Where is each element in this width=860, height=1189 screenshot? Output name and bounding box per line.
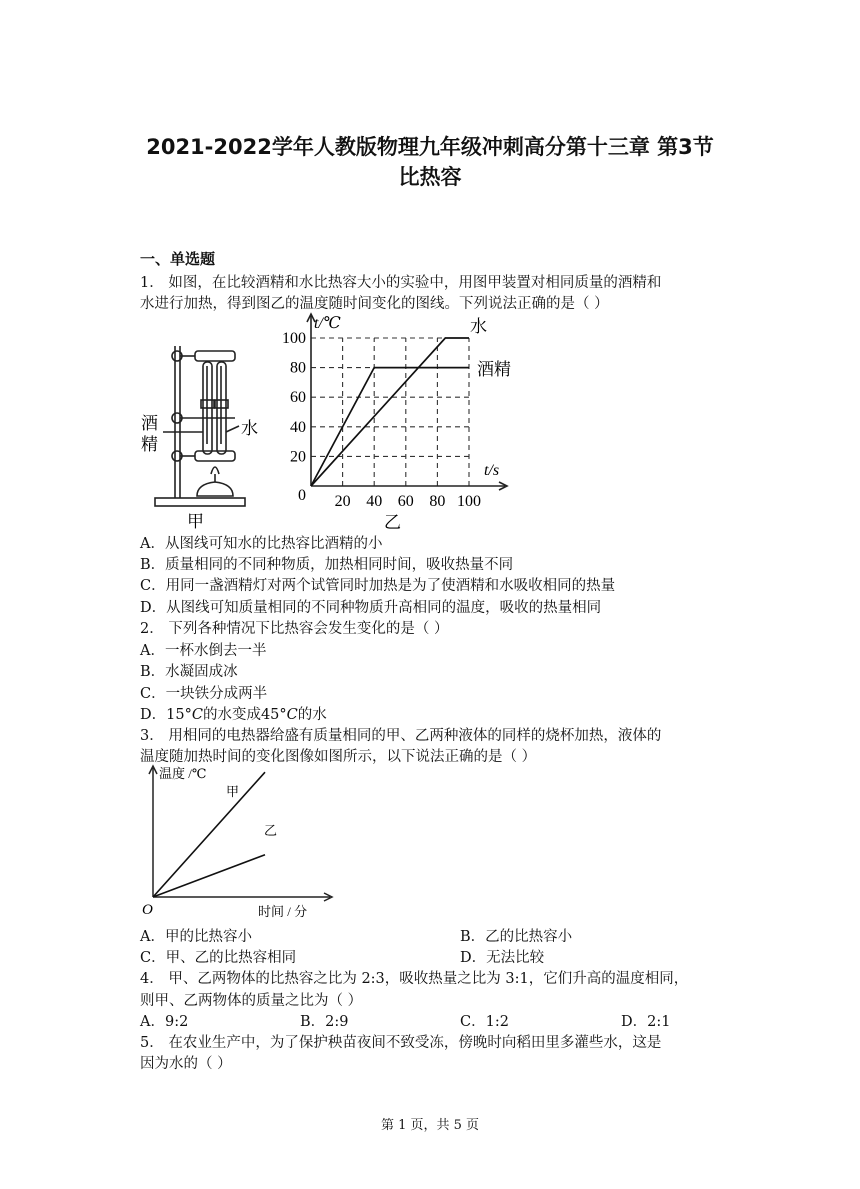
chart2-x-label: 时间 / 分 xyxy=(258,904,308,919)
chart2-y-label: 温度 /℃ xyxy=(159,766,207,781)
q2-option-d-prefix: D． xyxy=(140,707,167,723)
chart2-series-jia-label: 甲 xyxy=(226,784,240,799)
apparatus-label-alcohol-1: 酒 xyxy=(141,414,158,433)
chart1-series-water-line xyxy=(311,338,469,486)
apparatus-label-alcohol-2: 精 xyxy=(141,435,158,454)
chart1-y-tick-label: 60 xyxy=(290,389,306,407)
q4-option-a: A．9:2 xyxy=(140,1014,189,1030)
chart2-origin-label: O xyxy=(142,902,153,918)
q2-option-c: C．一块铁分成两半 xyxy=(140,686,268,702)
q3-stem-line-1: 3． 用相同的电热器给盛有质量相同的甲、乙两种液体的同样的烧杯加热，液体的 xyxy=(140,728,662,744)
chart2-series-jia-line xyxy=(153,772,265,897)
q1-option-b: B．质量相同的不同种物质，加热相同时间，吸收热量不同 xyxy=(140,557,514,573)
q3-option-b: B．乙的比热容小 xyxy=(460,929,573,945)
q1-option-d: D．从图线可知质量相同的不同种物质升高相同的温度，吸收的热量相同 xyxy=(140,600,602,616)
q2-option-d-mid: 的水变成 xyxy=(202,707,261,723)
q3-option-c: C．甲、乙的比热容相同 xyxy=(140,950,297,966)
q4-option-c: C．1:2 xyxy=(460,1014,509,1030)
chart1-series-water-label: 水 xyxy=(470,317,487,336)
q1-option-c: C．用同一盏酒精灯对两个试管同时加热是为了使酒精和水吸收相同的热量 xyxy=(140,578,616,594)
chart1-x-tick-label: 100 xyxy=(457,493,481,510)
q2-option-d-temp1: 15 xyxy=(166,707,185,723)
chart1-origin-label: 0 xyxy=(298,487,306,504)
q1-temperature-chart xyxy=(280,308,520,533)
q4-option-d: D．2:1 xyxy=(621,1014,671,1030)
q2-option-d-suffix: 的水 xyxy=(297,707,327,723)
q3-option-d: D．无法比较 xyxy=(460,950,545,966)
chart1-x-label: t/s xyxy=(484,462,500,479)
chart1-y-label: t/℃ xyxy=(314,315,341,332)
q2-option-b: B．水凝固成冰 xyxy=(140,664,238,680)
q4-option-b: B．2:9 xyxy=(300,1014,349,1030)
chart1-x-tick-label: 20 xyxy=(334,493,351,510)
chart1-y-tick-label: 100 xyxy=(282,330,306,347)
chart1-x-tick-label: 40 xyxy=(366,493,383,510)
q2-stem: 2． 下列各种情况下比热容会发生变化的是（ ） xyxy=(140,621,449,637)
apparatus-label-water: 水 xyxy=(241,419,258,438)
chart1-y-tick-label: 40 xyxy=(290,418,306,436)
page-title-line-2: 比热容 xyxy=(398,165,462,189)
q5-stem-line-2: 因为水的（ ） xyxy=(140,1056,232,1072)
chart2-series-yi-line xyxy=(153,855,265,897)
q1-stem-line-2: 水进行加热，得到图乙的温度随时间变化的图线。下列说法正确的是（ ） xyxy=(140,296,609,312)
q3-temperature-chart xyxy=(140,764,340,924)
q2-option-d-temp2: 45 xyxy=(260,707,280,723)
page-footer: 第 1 页，共 5 页 xyxy=(380,1118,480,1133)
q2-option-a: A．一杯水倒去一半 xyxy=(140,643,267,659)
q2-option-d-unit1: °C xyxy=(184,707,203,723)
q1-apparatus-figure xyxy=(135,338,265,530)
q3-option-a: A．甲的比热容小 xyxy=(140,929,252,945)
apparatus-caption: 甲 xyxy=(187,512,204,530)
section-heading-single-choice: 一、单选题 xyxy=(140,250,216,268)
q4-stem-line-2: 则甲、乙两物体的质量之比为（ ） xyxy=(140,993,363,1009)
q1-option-a: A．从图线可知水的比热容比酒精的小 xyxy=(140,536,383,552)
chart1-y-tick-label: 80 xyxy=(290,359,306,377)
q3-stem-line-2: 温度随加热时间的变化图像如图所示，以下说法正确的是（ ） xyxy=(140,749,537,765)
chart1-caption: 乙 xyxy=(384,513,401,532)
chart1-series-alcohol-label: 酒精 xyxy=(477,360,511,379)
q1-stem-line-1: 1． 如图，在比较酒精和水比热容大小的实验中，用图甲装置对相同质量的酒精和 xyxy=(140,275,662,291)
chart1-x-tick-label: 60 xyxy=(397,493,414,510)
q2-option-d-unit2: °C xyxy=(279,707,298,723)
page-title-line-1: 2021-2022学年人教版物理九年级冲刺高分第十三章 第3节 xyxy=(146,135,714,159)
chart2-series-yi-label: 乙 xyxy=(264,823,278,838)
q2-option-d xyxy=(140,703,327,724)
chart1-x-tick-label: 80 xyxy=(429,493,446,510)
chart1-y-tick-label: 20 xyxy=(290,448,306,466)
chart1-series-alcohol-line xyxy=(311,368,469,486)
q5-stem-line-1: 5． 在农业生产中，为了保护秧苗夜间不致受冻，傍晚时向稻田里多灌些水，这是 xyxy=(140,1035,662,1051)
q4-stem-line-1: 4． 甲、乙两物体的比热容之比为 2:3，吸收热量之比为 3:1，它们升高的温度相同， xyxy=(140,971,689,987)
